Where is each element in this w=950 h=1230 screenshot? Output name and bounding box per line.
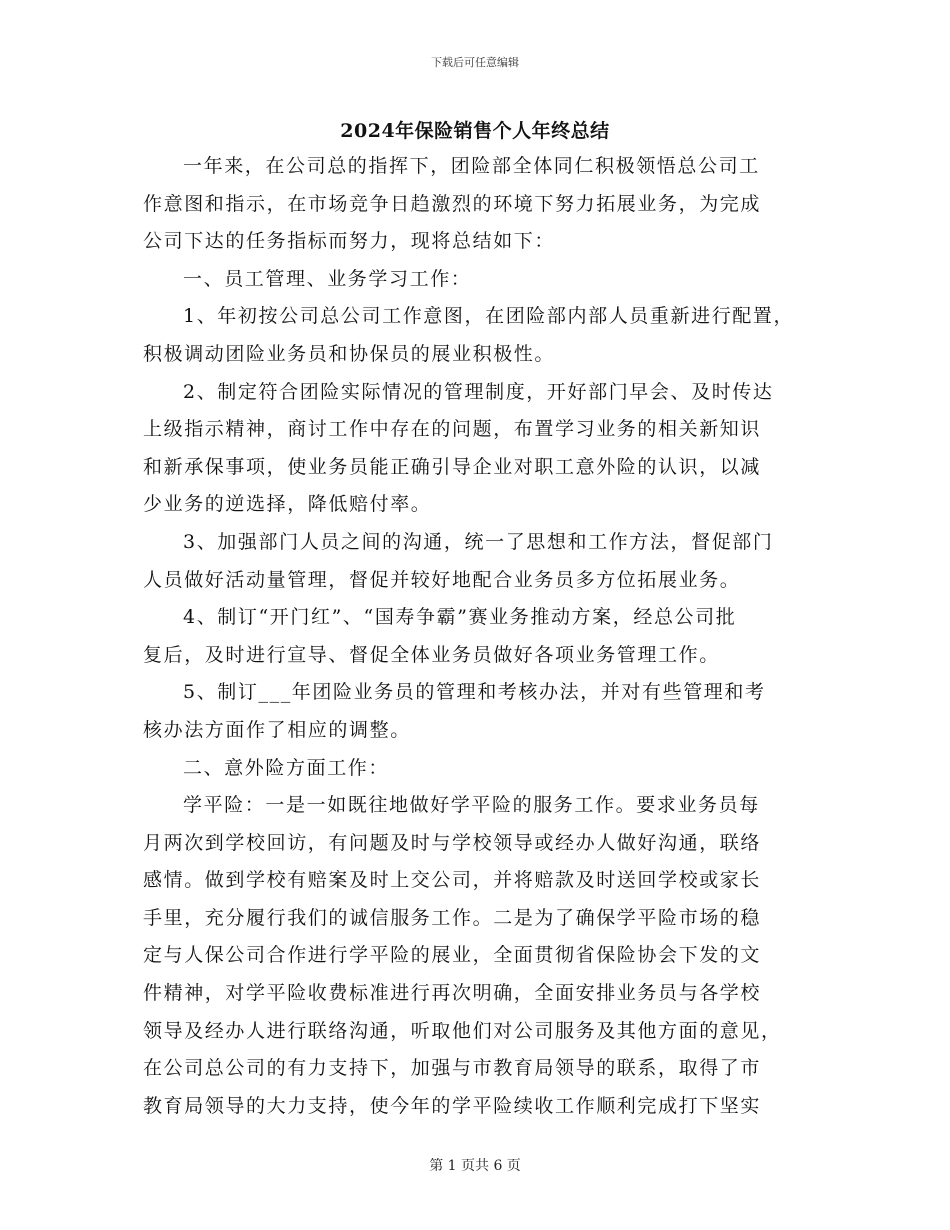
text-line: 感情。做到学校有赔案及时上交公司，并将赔款及时送回学校或家长: [143, 869, 762, 892]
text-line: 一年来，在公司总的指挥下，团险部全体同仁积极领悟总公司工: [183, 155, 760, 177]
text-line: 复后，及时进行宣导、督促全体业务员做好各项业务管理工作。: [143, 643, 720, 666]
text-line: 少业务的逆选择，降低赔付率。: [143, 493, 432, 516]
page-footer: 第 1 页共 6 页: [429, 1158, 521, 1174]
text-line: 在公司总公司的有力支持下，加强与市教育局领导的联系，取得了市: [143, 1057, 762, 1080]
text-line: 3、加强部门人员之间的沟通，统一了思想和工作方法，督促部门: [183, 530, 774, 553]
text-line: 核办法方面作了相应的调整。: [143, 718, 411, 741]
text-line: 上级指示精神，商讨工作中存在的问题，布置学习业务的相关新知识: [143, 418, 762, 441]
text-line: 作意图和指示，在市场竞争日趋激烈的环境下努力拓展业务，为完成: [143, 192, 762, 215]
text-line: 积极调动团险业务员和协保员的展业积极性。: [143, 342, 556, 365]
text-line: 教育局领导的大力支持，使今年的学平险续收工作顺利完成打下坚实: [143, 1094, 762, 1117]
text-line: 一、员工管理、业务学习工作：: [183, 267, 472, 290]
text-line: 4、制订“开门红”、“国寿争霸”赛业务推动方案，经总公司批: [183, 606, 737, 629]
text-line: 公司下达的任务指标而努力，现将总结如下：: [143, 230, 556, 253]
text-line: 领导及经办人进行联络沟通，听取他们对公司服务及其他方面的意见，: [143, 1019, 782, 1042]
page-header: 下载后可任意编辑: [431, 56, 519, 69]
text-line: 1、年初按公司总公司工作意图，在团险部内部人员重新进行配置，: [183, 305, 795, 328]
text-line: 2、制定符合团险实际情况的管理制度，开好部门早会、及时传达: [183, 380, 774, 403]
text-line: 件精神，对学平险收费标准进行再次明确，全面安排业务员与各学校: [143, 982, 762, 1005]
text-line: 定与人保公司合作进行学平险的展业，全面贯彻省保险协会下发的文: [143, 944, 762, 967]
text-line: 和新承保事项，使业务员能正确引导企业对职工意外险的认识，以减: [143, 455, 762, 478]
text-line: 5、制订___年团险业务员的管理和考核办法，并对有些管理和考: [183, 681, 766, 704]
document-title: 2024年保险销售个人年终总结: [340, 120, 610, 142]
text-line: 月两次到学校回访，有问题及时与学校领导或经办人做好沟通，联络: [143, 831, 762, 854]
text-line: 二、意外险方面工作：: [183, 756, 390, 779]
text-line: 手里，充分履行我们的诚信服务工作。二是为了确保学平险市场的稳: [143, 906, 762, 929]
text-line: 学平险：一是一如既往地做好学平险的服务工作。要求业务员每: [183, 794, 760, 817]
document-body: [143, 148, 808, 1125]
text-line: 人员做好活动量管理，督促并较好地配合业务员多方位拓展业务。: [143, 568, 741, 591]
